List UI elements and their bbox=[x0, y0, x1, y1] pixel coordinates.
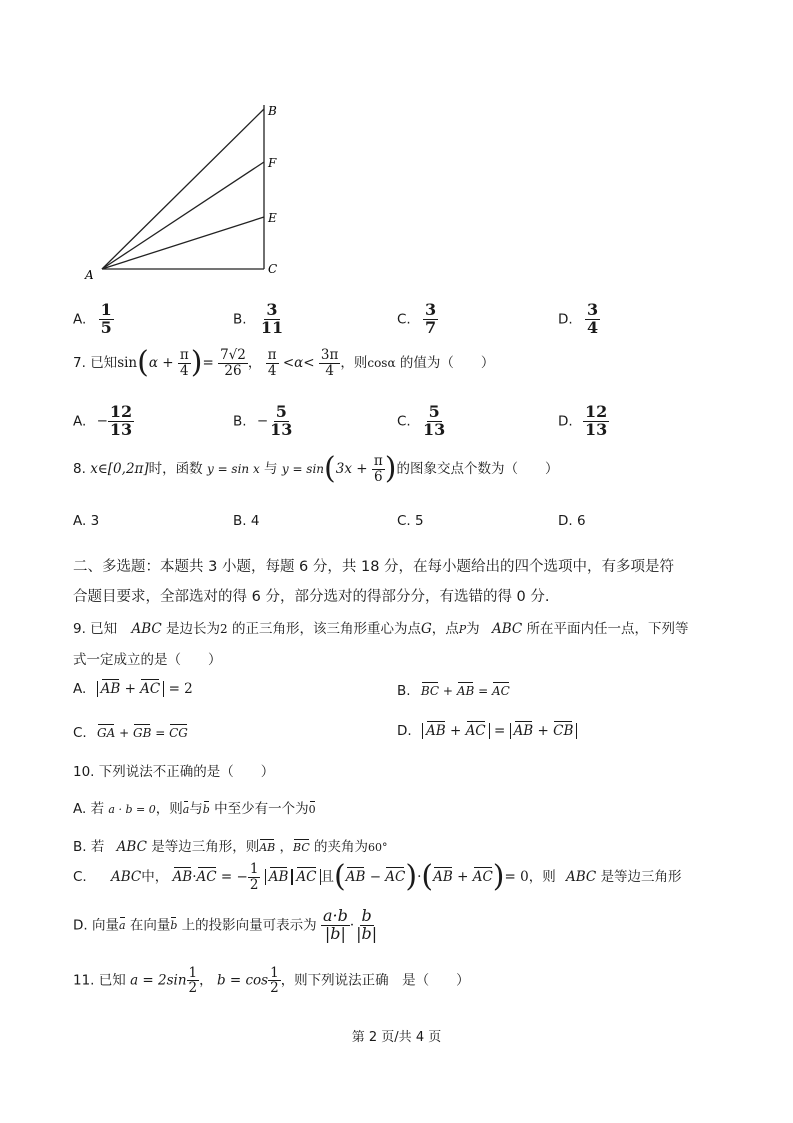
q10-option-a[interactable]: A. 若 a · b = 0，则a与b 中至少有一个为0 bbox=[73, 801, 316, 817]
label-C: C bbox=[268, 262, 278, 276]
q9-option-b[interactable]: B. BC + AB = AC bbox=[397, 683, 510, 699]
section-heading-line2: 合题目要求，全部选对的得 6 分，部分选对的得部分分，有选错的得 0 分. bbox=[73, 589, 550, 605]
q10-stem: 10. 下列说法不正确的是（ ） bbox=[73, 764, 275, 780]
page-footer: 第 2 页/共 4 页 bbox=[351, 1030, 442, 1045]
q8-option-b[interactable]: B. 4 bbox=[233, 513, 260, 529]
q8-stem: 8. x∈[0,2π]时，函数 y = sin x 与 y = sin(3x + $\frac{\pi}{6}$ )的图象交点个数为（ ） bbox=[73, 451, 559, 486]
section-heading-line1: 二、多选题：本题共 3 小题，每题 6 分，共 18 分，在每小题给出的四个选项中，有多项是符 bbox=[73, 559, 675, 575]
segment-ab bbox=[102, 109, 264, 269]
q9-option-d[interactable]: D. AB + AC = AB + CB bbox=[397, 723, 577, 739]
q10-option-b[interactable]: B. 若 ABC 是等边三角形，则AB ，BC 的夹角为60° bbox=[73, 839, 388, 855]
q8-option-a[interactable]: A. 3 bbox=[73, 513, 100, 529]
q6-option-a[interactable]: A. $\frac{1}{5}$ bbox=[73, 300, 112, 337]
label-B: B bbox=[268, 104, 277, 118]
q6-option-d[interactable]: D. $\frac{3}{4}$ bbox=[558, 300, 599, 337]
q9-option-a[interactable]: A. AB + AC = 2 bbox=[73, 681, 193, 697]
segment-ae bbox=[102, 217, 264, 269]
q7-stem: 7. 已知sin(α + $\frac{\pi}{4}$ )= $\frac{7√2}{26}$ ， $\frac{\pi}{4}$ <α< $\frac{3\pi}{4}$ ，则cosα 的值为（ ） bbox=[73, 345, 495, 380]
q7-option-d[interactable]: D. $\frac{12}{13}$ bbox=[558, 402, 608, 439]
triangle-figure bbox=[80, 95, 300, 285]
q7-option-c[interactable]: C. $\frac{5}{13}$ bbox=[397, 402, 446, 439]
q6-option-c[interactable]: C. $\frac{3}{7}$ bbox=[397, 300, 437, 337]
label-A: A bbox=[85, 268, 94, 282]
q7-option-b[interactable]: B. − $\frac{5}{13}$ bbox=[233, 402, 293, 439]
q10-option-d[interactable]: D. 向量a 在向量b 上的投影向量可表示为 $\frac{a\cdot b}{|b|}$ · $\frac{b}{|b|}$ bbox=[73, 906, 378, 943]
q11-stem: 11. 已知 a = 2sin $\frac{1}{2}$ ， b = cos $\frac{1}{2}$ ，则下列说法正确 是（ ） bbox=[73, 965, 470, 997]
label-E: E bbox=[268, 211, 277, 225]
q10-option-c[interactable]: C. ABC中， AB·AC = − $\frac{1}{2}$ AB AC 且(AB − AC)·(AB + AC)= 0，则 ABC 是等边三角形 bbox=[73, 859, 682, 894]
segment-af bbox=[102, 162, 264, 269]
label-F: F bbox=[268, 156, 277, 170]
q8-option-d[interactable]: D. 6 bbox=[558, 513, 586, 529]
q6-option-b[interactable]: B. $\frac{3}{11}$ bbox=[233, 300, 284, 337]
q8-option-c[interactable]: C. 5 bbox=[397, 513, 424, 529]
q9-option-c[interactable]: C. GA + GB = CG bbox=[73, 725, 188, 741]
q7-option-a[interactable]: A. − $\frac{12}{13}$ bbox=[73, 402, 133, 439]
q9-stem-line1: 9. 已知 ABC 是边长为2 的正三角形，该三角形重心为点G，点P为 ABC 所在平面内任一点，下列等 bbox=[73, 621, 689, 637]
q9-stem-line2: 式一定成立的是（ ） bbox=[73, 652, 222, 668]
